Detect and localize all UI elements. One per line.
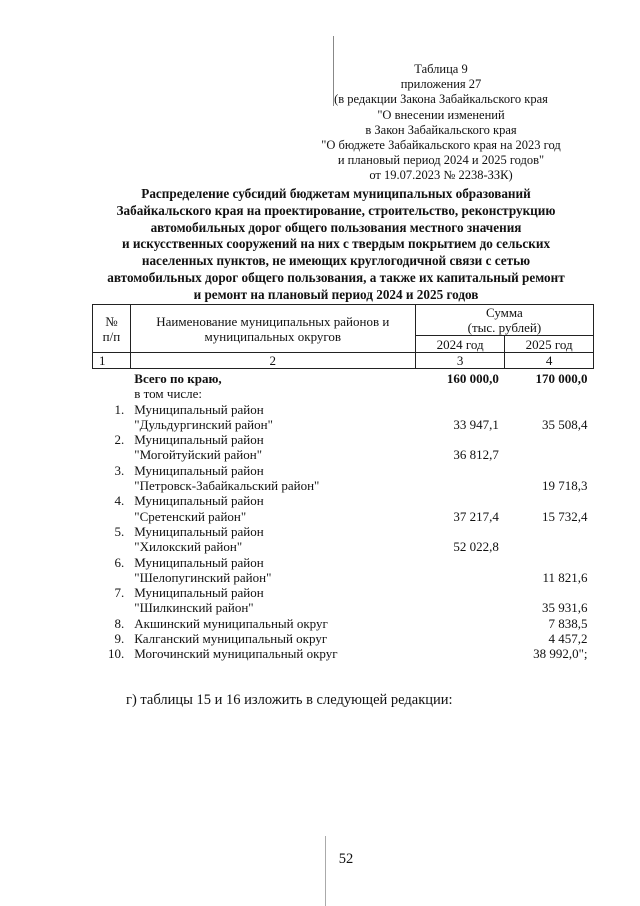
total-2024: 160 000,0	[446, 371, 499, 386]
header-number	[93, 305, 131, 353]
row-value-2025	[505, 524, 594, 555]
title-line: и ремонт на плановый период 2024 и 2025 годов	[193, 286, 479, 302]
table-row-total	[93, 369, 594, 402]
row-value-2025: 19 718,3	[542, 478, 588, 494]
row-number: 1.	[114, 401, 125, 417]
table-row	[93, 585, 594, 616]
table-row	[93, 646, 594, 661]
title-line: автомобильных дорог общего пользования местного значения	[150, 219, 522, 235]
row-name	[130, 555, 415, 586]
row-value-2024: 36 812,7	[453, 447, 499, 463]
header-line: от 19.07.2023 № 2238-ЗЗК)	[369, 168, 513, 183]
row-value-2025: 35 931,6	[542, 600, 588, 616]
row-value-2024	[415, 646, 505, 661]
row-name-line2: "Сретенский район"	[134, 508, 247, 524]
total-label: Всего по краю,	[134, 371, 222, 386]
header-name	[130, 305, 415, 353]
row-value-2025: 15 732,4	[542, 508, 588, 524]
row-name-line1: Муниципальный район	[134, 493, 264, 509]
row-value-2024: 33 947,1	[453, 416, 499, 432]
document-title	[80, 186, 592, 304]
row-number: 3.	[114, 462, 125, 478]
row-value-2025	[505, 432, 594, 463]
row-name-line2: "Шилкинский район"	[134, 600, 254, 616]
row-value-2024	[415, 631, 505, 646]
title-line: автомобильных дорог общего пользования, а также их капитальный ремонт	[107, 269, 565, 285]
row-name: Акшинский муниципальный округ	[134, 615, 328, 631]
column-number-2: 2	[130, 353, 415, 369]
title-line: и искусственных сооружений на них с твердым покрытием до сельских	[121, 236, 551, 252]
scan-margin-line	[325, 836, 326, 906]
header-number-line1: №	[105, 313, 118, 329]
table-row	[93, 402, 594, 433]
row-value-2024: 37 217,4	[453, 508, 499, 524]
row-number: 4.	[114, 493, 125, 509]
header-line: Таблица 9	[414, 62, 468, 76]
header-number-line2: п/п	[102, 328, 121, 344]
row-name: Могочинский муниципальный округ	[134, 646, 338, 662]
row-name	[130, 463, 415, 494]
row-number: 2.	[114, 432, 125, 448]
total-2025: 170 000,0	[535, 371, 588, 386]
row-value-2024: 52 022,8	[453, 539, 499, 555]
header-year-2025: 2025 год	[505, 336, 594, 353]
table-row	[93, 493, 594, 524]
row-name-line1: Муниципальный район	[134, 554, 264, 570]
row-number: 10.	[108, 646, 125, 662]
row-name	[130, 369, 415, 402]
header-line: приложения 27	[400, 77, 482, 92]
table-row	[93, 432, 594, 463]
header-sum-line2: (тыс. рублей)	[467, 320, 542, 335]
row-name	[130, 585, 415, 616]
table-row	[93, 524, 594, 555]
row-name-line2: "Могойтуйский район"	[134, 447, 262, 463]
row-value-2025: 4 457,2	[548, 631, 588, 647]
row-value-2024	[415, 555, 505, 586]
header-line: "О внесении изменений	[377, 107, 505, 122]
row-name-line1: Муниципальный район	[134, 432, 264, 448]
row-number	[93, 369, 131, 402]
title-line: населенных пунктов, не имеющих круглогодичной связи с сетью	[141, 253, 531, 269]
header-line: и плановый период 2024 и 2025 годов"	[337, 153, 545, 168]
row-name-line1: Муниципальный район	[134, 585, 264, 601]
row-name-line2: "Хилокский район"	[134, 539, 243, 555]
row-name	[130, 402, 415, 433]
row-value-2025: 11 821,6	[542, 569, 588, 585]
header-line: в Закон Забайкальского края	[365, 122, 517, 137]
header-line: (в редакции Закона Забайкальского края	[334, 92, 548, 107]
row-number: 7.	[114, 585, 125, 601]
column-number-1: 1	[93, 353, 131, 369]
row-name	[130, 524, 415, 555]
row-name	[130, 432, 415, 463]
row-number: 9.	[114, 631, 125, 647]
row-name	[130, 493, 415, 524]
row-name-line1: Муниципальный район	[134, 462, 264, 478]
subsidy-table	[92, 304, 594, 662]
column-number-3: 3	[415, 353, 505, 369]
table-row	[93, 463, 594, 494]
row-name-line2: "Шелопугинский район"	[134, 569, 272, 585]
row-value-2024	[415, 463, 505, 494]
row-number: 5.	[114, 523, 125, 539]
row-value-2025: 38 992,0";	[533, 646, 588, 662]
row-value-2024	[415, 616, 505, 631]
row-value-2025: 7 838,5	[548, 615, 588, 631]
header-block	[300, 62, 582, 184]
row-number: 8.	[114, 615, 125, 631]
title-line: Забайкальского края на проектирование, строительство, реконструкцию	[116, 202, 556, 218]
row-name: Калганский муниципальный округ	[134, 631, 328, 647]
page-number: 52	[338, 851, 354, 867]
title-line: Распределение субсидий бюджетам муниципальных образований	[141, 186, 531, 201]
column-number-4: 4	[505, 353, 594, 369]
row-name-line1: Муниципальный район	[134, 401, 264, 417]
header-name-text: Наименование муниципальных районов и муниципальных округов	[156, 313, 390, 344]
header-sum-line1: Сумма	[485, 305, 523, 320]
header-sum	[415, 305, 593, 336]
row-value-2025: 35 508,4	[542, 416, 588, 432]
row-value-2024	[415, 585, 505, 616]
row-name-line2: "Дульдургинский район"	[134, 416, 273, 432]
row-name-line2: "Петровск-Забайкальский район"	[134, 478, 320, 494]
table-row	[93, 631, 594, 646]
table-row	[93, 616, 594, 631]
total-sublabel: в том числе:	[134, 386, 203, 402]
row-name-line1: Муниципальный район	[134, 523, 264, 539]
table-row	[93, 555, 594, 586]
footer-text: г) таблицы 15 и 16 изложить в следующей редакции:	[126, 692, 453, 708]
header-year-2024: 2024 год	[415, 336, 505, 353]
row-number: 6.	[114, 554, 125, 570]
header-line: "О бюджете Забайкальского края на 2023 год	[321, 138, 561, 153]
